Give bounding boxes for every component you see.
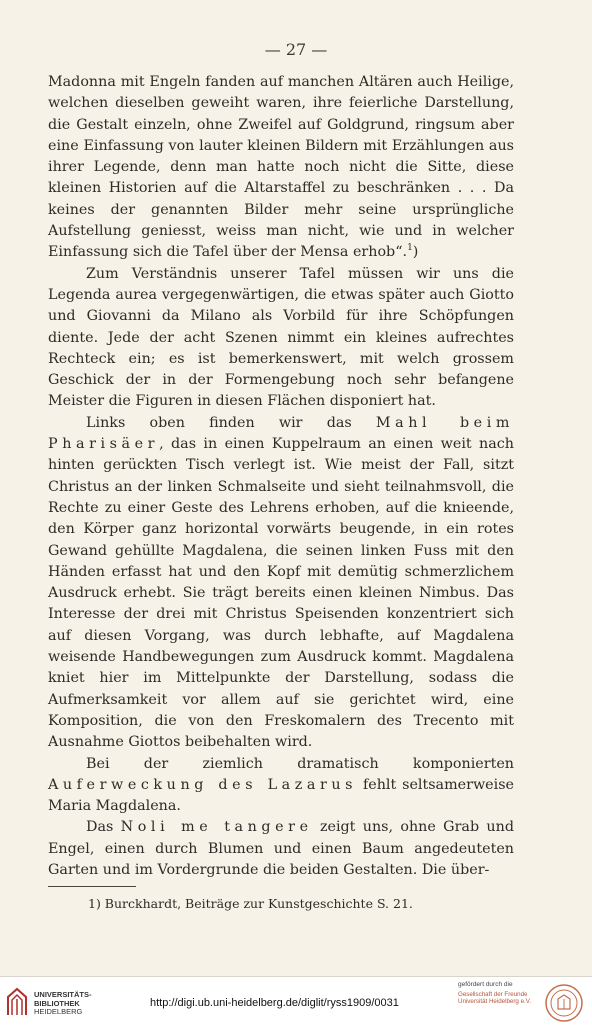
footnote-divider [48, 886, 136, 887]
text-run: fehlt seltsamerweise Maria Magdalena. [48, 776, 515, 815]
funded-by-label: gefördert durch die [458, 981, 513, 988]
footnote-marker: 1 [407, 243, 413, 254]
permalink-url[interactable]: http://digi.ub.uni-heidelberg.de/diglit/ryss1909/0031 [150, 997, 399, 1009]
library-name-line: UNIVERSITÄTS- [34, 990, 92, 999]
library-logo-icon [6, 987, 28, 1017]
paragraph [48, 413, 514, 754]
text-run: Links oben finden wir das [86, 414, 376, 431]
library-name-line: HEIDELBERG [34, 1007, 83, 1016]
text-run: Das [86, 819, 121, 836]
paragraph [48, 264, 514, 413]
society-name [458, 991, 536, 1006]
viewer-footer [0, 976, 592, 1028]
society-seal-icon [544, 983, 584, 1023]
text-run: , das in einen Kuppelraum an einen weit nach hinten gerückten Tisch verlegt ist. Wie meist der Fall, sitzt Christus an der linken Schmalseite und sieht teilnahmsvoll, die Rechte zu einer Geste des Lehrens erhoben, auf die knieende, den Körper ganz horizontal vorwärts beugende, in ein rotes Gewand gehüllte Magdalena, die seinen linken Fuss mit den Händen erfasst hat und den Kopf mit demütig schmerzlichem Ausdruck erhebt. Sie trägt bereits einen kleinen Nimbus. Das Interesse der drei mit Christus Speisenden konzentriert sich auf diesen Vorgang, was durch lebhafte, auf Magdalena weisende Handbewegungen zum Ausdruck kommt. Magdalena kniet hier im Mittelpunkte der Darstellung, sodass die Aufmerksamkeit vor allem auf sie gerichtet wird, eine Komposition, die von den Freskomalern des Trecento mit Ausnahme Giottos beibehalten wird. [48, 436, 514, 751]
text-run: Bei der ziemlich dramatisch komponierten [86, 755, 514, 772]
library-name-line: BIBLIOTHEK [34, 998, 80, 1008]
footnote: 1) Burckhardt, Beiträge zur Kunstgeschichte S. 21. [88, 896, 413, 911]
paragraph [48, 72, 514, 264]
text-run: zeigt uns, ohne Grab und Engel, einen durch Blumen und einen Baum angedeuteten Garten und im Vordergrunde die beiden Gestalten. Die über- [48, 819, 514, 878]
spaced-emphasis: Noli me tangere [120, 819, 313, 836]
spaced-emphasis: Auferweckung des Lazarus [48, 776, 358, 793]
society-name-line: Universität Heidelberg e.V. [458, 998, 532, 1006]
page-number: — 27 — [264, 40, 328, 59]
body-text [48, 72, 514, 881]
text-run: ) [412, 244, 419, 261]
paragraph [48, 817, 514, 881]
text-run: Madonna mit Engeln fanden auf manchen Altären auch Heilige, welchen dieselben geweiht waren, ihre feierliche Darstellung, die Gestalt einzeln, ohne Zweifel auf Goldgrund, ringsum aber eine Einfassung von lauter kleinen Bildern mit Erzählungen aus ihrer Legende, denn man hatte noch nicht die Sitte, diese kleinen Historien auf die Altarstaffel zu beschränken . . . Da keines der genannten Bilder mehr seine ursprüngliche Aufstellung geniesst, weiss man nicht, wie und in welcher Einfassung sich die Tafel über der Mensa erhob“. [48, 74, 514, 261]
text-run: Zum Verständnis unserer Tafel müssen wir uns die Legenda aurea vergegenwärtigen, die etwas später auch Giotto und Giovanni da Milano als Vorbild für ihre Schöpfungen diente. Jede der acht Szenen nimmt ein kleines aufrechtes Rechteck ein; es ist bemerkenswert, mit welch grossem Geschick der in der Formengebung noch sehr befangene Meister die Figuren in diesen Flächen disponiert hat. [48, 265, 514, 410]
paragraph [48, 754, 514, 818]
society-name-line: Gesellschaft der Freunde [458, 991, 528, 998]
spaced-emphasis: Mahl beim Pharisäer [48, 414, 514, 453]
library-name [34, 991, 92, 1017]
